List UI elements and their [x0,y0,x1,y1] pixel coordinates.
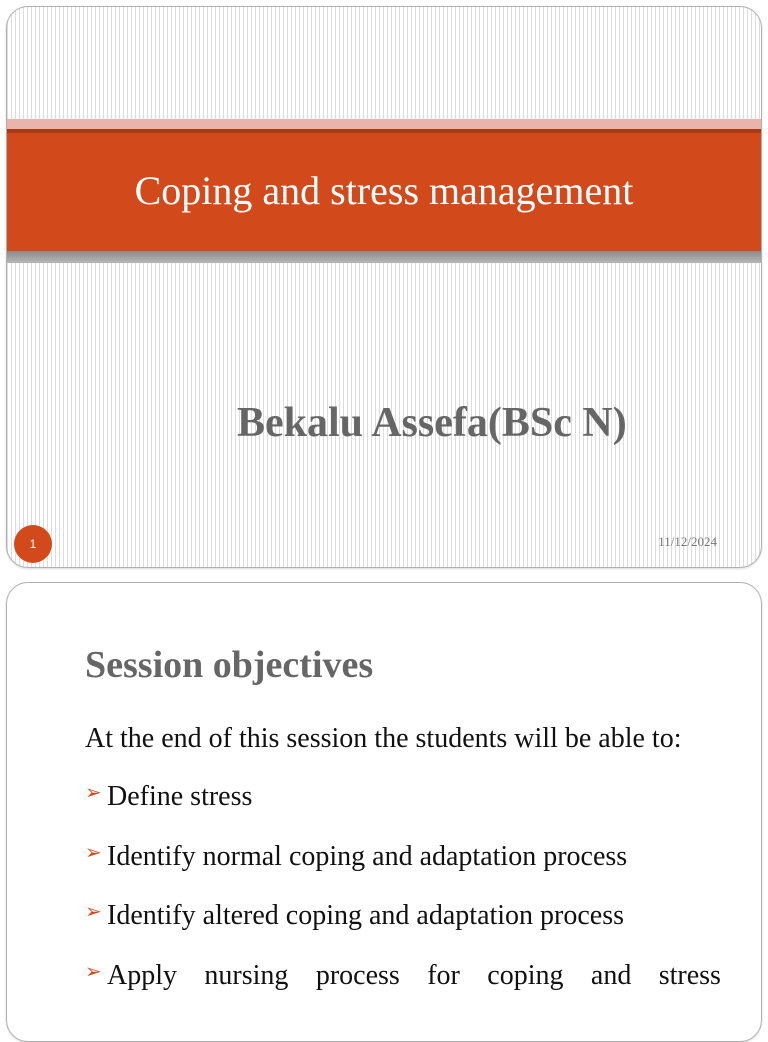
arrow-bullet-icon: ➢ [85,842,102,864]
objectives-heading: Session objectives [85,644,374,686]
slide-date: 11/12/2024 [658,534,717,549]
objective-word: stress [658,960,721,991]
objective-text: Identify normal coping and adaptation process [107,841,628,872]
title-band-shadow [7,251,761,263]
objective-item [85,900,721,932]
title-slide [6,6,762,568]
slide-title: Coping and stress management [134,168,634,213]
slide-number-badge: 1 [14,525,52,563]
objectives-intro: At the end of this session the students will be able to: [85,723,682,754]
arrow-bullet-icon: ➢ [85,901,102,923]
arrow-bullet-icon: ➢ [85,961,102,983]
objective-word: Apply [107,960,177,991]
objective-item [85,960,721,992]
objective-item [85,781,721,813]
objective-word: for [427,960,460,991]
title-band-highlight [7,119,761,129]
objective-text-justified [107,960,721,992]
objective-word: coping [487,960,564,991]
objectives-slide [6,582,762,1042]
objective-text: Identify altered coping and adaptation process [107,900,625,931]
objective-word: process [315,960,400,991]
objective-item [85,841,721,873]
objective-text: Define stress [107,781,253,812]
objective-word: and [590,960,632,991]
arrow-bullet-icon: ➢ [85,782,102,804]
author-name: Bekalu Assefa(BSc N) [237,400,627,446]
objective-word: nursing [204,960,289,991]
